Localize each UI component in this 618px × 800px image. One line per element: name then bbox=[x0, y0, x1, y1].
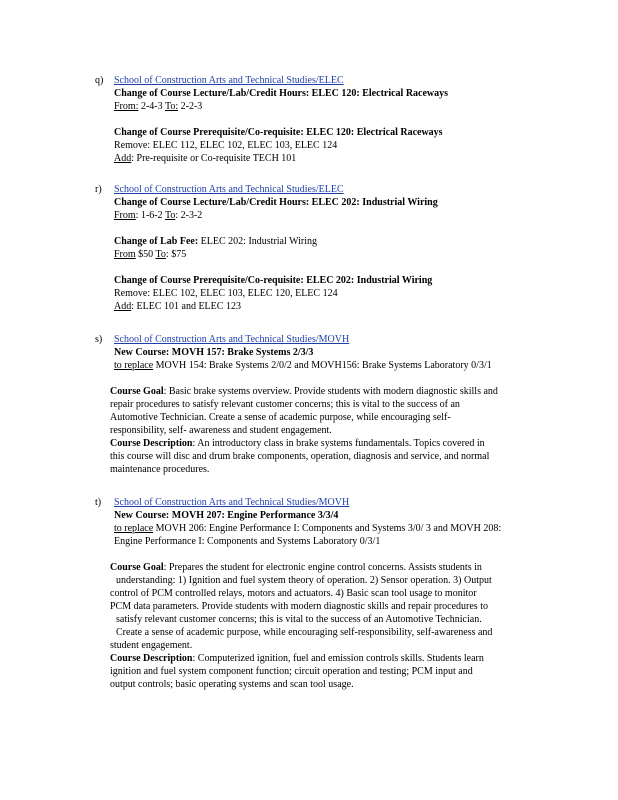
course-description: Course Description: Computerized ignition, fuel and emission controls skills. Students learn ignition and fuel system component function; circuit operation and testing; PCM input and output controls; basic operating systems and scan tool usage. bbox=[110, 653, 484, 690]
department-link[interactable]: School of Construction Arts and Technical Studies/ELEC bbox=[114, 184, 344, 195]
item-letter: r) bbox=[95, 184, 102, 195]
department-link[interactable]: School of Construction Arts and Technical Studies/MOVH bbox=[114, 497, 350, 508]
course-goal-label: Course Goal bbox=[110, 386, 164, 397]
course-goal-label: Course Goal bbox=[110, 562, 164, 573]
course-description: Course Description: An introductory class in brake systems fundamentals. Topics covered in this course will disc and drum brake components, operation, diagnosis and service, and normal maintenance procedures. bbox=[110, 438, 490, 475]
item-s bbox=[95, 333, 555, 476]
item-letter: t) bbox=[95, 497, 102, 508]
replace-line: to replace MOVH 154: Brake Systems 2/0/2 and MOVH156: Brake Systems Laboratory 0/3/1 bbox=[114, 360, 492, 371]
from-to-line: From $50 To: $75 bbox=[114, 249, 187, 260]
department-link[interactable]: School of Construction Arts and Technical Studies/MOVH bbox=[114, 334, 350, 345]
replace-line: to replace MOVH 206: Engine Performance I: Components and Systems 3/0/ 3 and MOVH 208: bbox=[114, 523, 502, 534]
item-r bbox=[95, 183, 555, 313]
replace-line-2: Engine Performance I: Components and Systems Laboratory 0/3/1 bbox=[114, 536, 381, 547]
change-heading: Change of Course Prerequisite/Co-requisite: ELEC 120: Electrical Raceways bbox=[114, 127, 443, 138]
item-letter: s) bbox=[95, 334, 103, 345]
department-link[interactable]: School of Construction Arts and Technical Studies/ELEC bbox=[114, 75, 344, 86]
remove-line: Remove: ELEC 112, ELEC 102, ELEC 103, ELEC 124 bbox=[114, 140, 338, 151]
new-course-heading: New Course: MOVH 157: Brake Systems 2/3/3 bbox=[114, 347, 314, 358]
lab-fee-heading: Change of Lab Fee: ELEC 202: Industrial Wiring bbox=[114, 236, 318, 247]
new-course-heading: New Course: MOVH 207: Engine Performance 3/3/4 bbox=[114, 510, 339, 521]
change-heading: Change of Course Lecture/Lab/Credit Hours: ELEC 202: Industrial Wiring bbox=[114, 197, 438, 208]
add-line: Add: Pre-requisite or Co-requisite TECH 101 bbox=[114, 153, 297, 164]
course-description-label: Course Description bbox=[110, 653, 193, 664]
from-to-line: From: 1-6-2 To: 2-3-2 bbox=[114, 210, 203, 221]
change-heading: Change of Course Lecture/Lab/Credit Hours: ELEC 120: Electrical Raceways bbox=[114, 88, 449, 99]
from-to-line: From: 2-4-3 To: 2-2-3 bbox=[114, 101, 203, 112]
course-description-label: Course Description bbox=[110, 438, 193, 449]
course-goal: Course Goal: Basic brake systems overview. Provide students with modern diagnostic skills and repair procedures to satisfy relevant customer concerns; this is vital to the success of an Automotive Technician. Create a sense of academic purpose, while encouraging self- responsibility, self- awareness and student engagement. bbox=[110, 386, 498, 436]
remove-line: Remove: ELEC 102, ELEC 103, ELEC 120, ELEC 124 bbox=[114, 288, 338, 299]
item-letter: q) bbox=[95, 75, 104, 86]
add-line: Add: ELEC 101 and ELEC 123 bbox=[114, 301, 241, 312]
item-q bbox=[95, 74, 555, 165]
course-goal: Course Goal: Prepares the student for electronic engine control concerns. Assists students in understanding: 1) Ignition and fuel system theory of operation. 2) Sensor operation. 3) Output control of PCM controlled relays, motors and actuators. 4) Basic scan tool usage to monitor PCM data parameters. Provide students with modern diagnostic skills and repair procedures to satisfy relevant customer concerns; this is vital to the success of an Automotive Technician. Create a sense of academic purpose, while encouraging self-responsibility, self-awareness and student engagement. bbox=[110, 562, 493, 651]
item-t bbox=[95, 496, 555, 691]
change-heading: Change of Course Prerequisite/Co-requisite: ELEC 202: Industrial Wiring bbox=[114, 275, 433, 286]
